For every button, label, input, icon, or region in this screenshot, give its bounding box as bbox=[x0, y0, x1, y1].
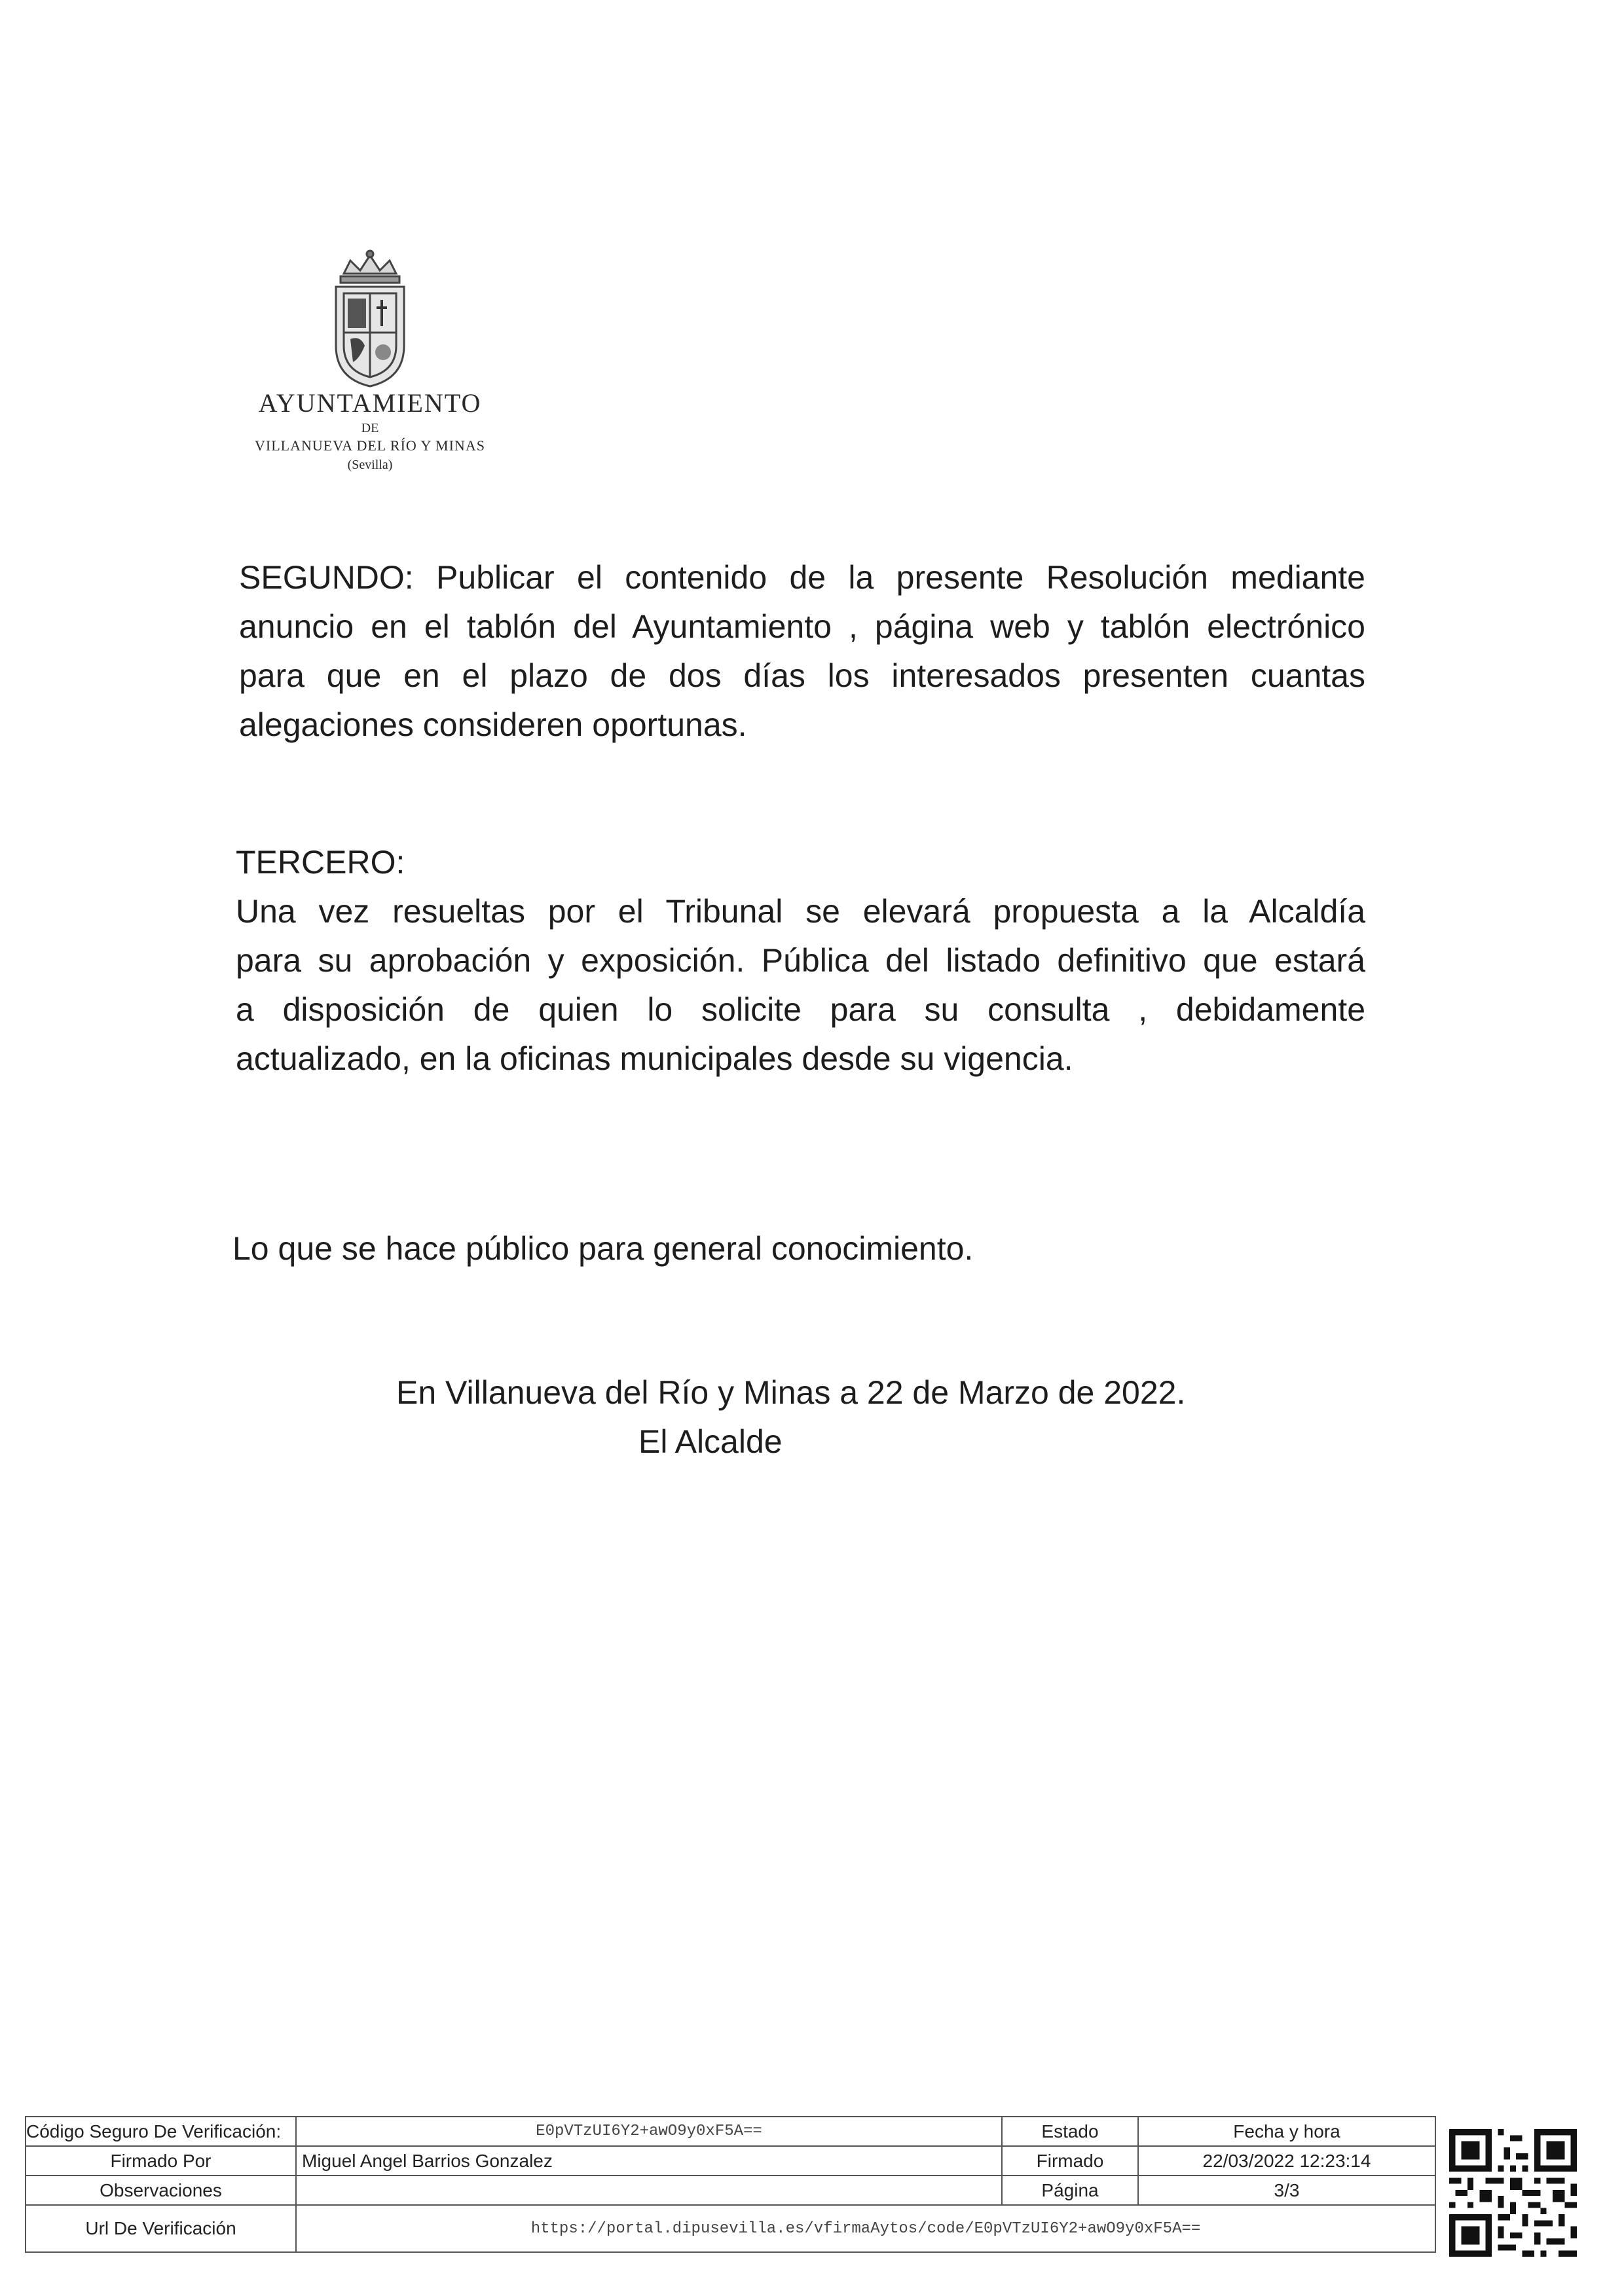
segundo-line: alegaciones consideren oportunas. bbox=[239, 706, 747, 743]
url-value[interactable]: https://portal.dipusevilla.es/vfirmaAytos/code/E0pVTzUI6Y2+awO9y0xF5A== bbox=[296, 2205, 1435, 2252]
tercero-line: Una vez resueltas por el Tribunal se elevará propuesta a la Alcaldía bbox=[236, 893, 1365, 930]
tercero-line: para su aprobación y exposición. Pública del listado definitivo que estará bbox=[236, 942, 1365, 979]
tercero-line: a disposición de quien lo solicite para su consulta , debidamente bbox=[236, 991, 1365, 1028]
coat-of-arms-icon bbox=[324, 247, 416, 392]
estado-label: Estado bbox=[1002, 2117, 1138, 2146]
org-de: DE bbox=[361, 421, 379, 435]
estado-value: Firmado bbox=[1002, 2146, 1138, 2176]
closing-text: Lo que se hace público para general conocimiento. bbox=[232, 1230, 974, 1267]
firmado-value: Miguel Angel Barrios Gonzalez bbox=[296, 2146, 1002, 2176]
segundo-line: para que en el plazo de dos días los interesados presenten cuantas bbox=[239, 657, 1365, 694]
segundo-paragraph bbox=[239, 553, 1365, 750]
org-town: VILLANUEVA DEL RÍO Y MINAS bbox=[255, 437, 485, 454]
place-date: En Villanueva del Río y Minas a 22 de Marzo de 2022. bbox=[396, 1374, 1186, 1411]
tercero-heading: TERCERO: bbox=[236, 844, 405, 881]
observaciones-value bbox=[296, 2176, 1002, 2205]
org-province: (Sevilla) bbox=[347, 458, 393, 472]
org-name: AYUNTAMIENTO bbox=[258, 388, 482, 418]
fecha-label: Fecha y hora bbox=[1138, 2117, 1435, 2146]
tercero-line: actualizado, en la oficinas municipales desde su vigencia. bbox=[236, 1040, 1073, 1077]
csv-label: Código Seguro De Verificación: bbox=[26, 2117, 296, 2146]
pagina-value: 3/3 bbox=[1138, 2176, 1435, 2205]
verification-table bbox=[25, 2116, 1436, 2253]
tercero-paragraph bbox=[236, 887, 1365, 1084]
pagina-label: Página bbox=[1002, 2176, 1138, 2205]
observaciones-label: Observaciones bbox=[26, 2176, 296, 2205]
signer-title: El Alcalde bbox=[638, 1423, 783, 1460]
url-label: Url De Verificación bbox=[26, 2205, 296, 2252]
segundo-line: anuncio en el tablón del Ayuntamiento , página web y tablón electrónico bbox=[239, 608, 1365, 645]
fecha-value: 22/03/2022 12:23:14 bbox=[1138, 2146, 1435, 2176]
csv-value: E0pVTzUI6Y2+awO9y0xF5A== bbox=[296, 2117, 1002, 2146]
org-header bbox=[216, 386, 524, 474]
segundo-line: SEGUNDO: Publicar el contenido de la presente Resolución mediante bbox=[239, 559, 1365, 596]
verification-footer bbox=[25, 2116, 1577, 2267]
firmado-label: Firmado Por bbox=[26, 2146, 296, 2176]
qr-code-icon bbox=[1449, 2129, 1577, 2257]
